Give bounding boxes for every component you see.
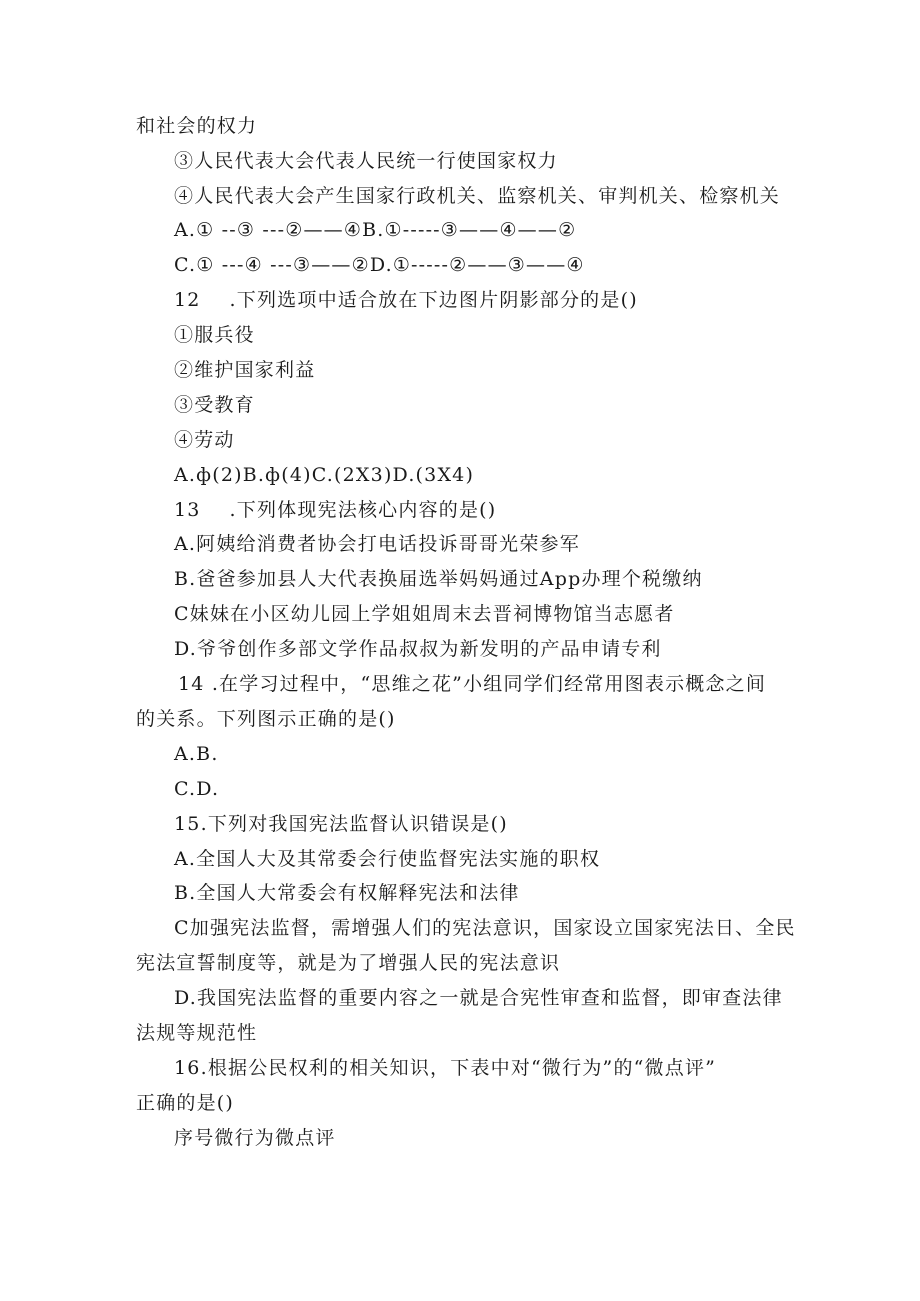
option-line: B.全国人大常委会有权解释宪法和法律 (174, 882, 520, 904)
option-line: ②维护国家利益 (174, 359, 316, 381)
option-line: ③受教育 (174, 394, 255, 416)
option-line: A.阿姨给消费者协会打电话投诉哥哥光荣参军 (174, 533, 580, 555)
answer-choices: C.D. (174, 778, 220, 800)
option-line: C加强宪法监督，需增强人们的宪法意识，国家设立国家宪法日、全民 (174, 917, 796, 939)
text-line: 正确的是() (136, 1092, 235, 1114)
option-line: D.爷爷创作多部文学作品叔叔为新发明的产品申请专利 (174, 638, 662, 660)
text-line: 的关系。下列图示正确的是() (136, 708, 396, 730)
option-line: D.我国宪法监督的重要内容之一就是合宪性审查和监督，即审查法律 (174, 987, 783, 1009)
option-line: ④人民代表大会产生国家行政机关、监察机关、审判机关、检察机关 (174, 185, 781, 207)
text-line: 法规等规范性 (136, 1022, 258, 1044)
option-line: ①服兵役 (174, 324, 255, 346)
option-line: ③人民代表大会代表人民统一行使国家权力 (174, 150, 558, 172)
answer-choices: A.ф(2)B.ф(4)C.(2X3)D.(3X4) (174, 464, 475, 486)
answer-choices: A.① --③ ---②——④B.①-----③——④——② (174, 219, 577, 241)
option-line: ④劳动 (174, 429, 235, 451)
table-header: 序号微行为微点评 (174, 1127, 336, 1149)
question-15: 15.下列对我国宪法监督认识错误是() (174, 813, 508, 835)
answer-choices: C.① ---④ ---③——②D.①-----②——③——④ (174, 254, 585, 276)
option-line: A.全国人大及其常委会行使监督宪法实施的职权 (174, 848, 601, 870)
option-line: B.爸爸参加县人大代表换届选举妈妈通过App办理个税缴纳 (174, 568, 703, 590)
question-14: 14 .在学习过程中，“思维之花”小组同学们经常用图表示概念之间 (178, 673, 767, 695)
question-16: 16.根据公民权利的相关知识，下表中对“微行为”的“微点评” (174, 1057, 717, 1079)
question-13: 13 .下列体现宪法核心内容的是() (174, 499, 497, 521)
answer-choices: A.B. (174, 743, 219, 765)
question-12: 12 .下列选项中适合放在下边图片阴影部分的是() (174, 289, 638, 311)
option-line: C妹妹在小区幼儿园上学姐姐周末去晋祠博物馆当志愿者 (174, 603, 675, 625)
text-line: 宪法宣誓制度等，就是为了增强人民的宪法意识 (136, 952, 561, 974)
text-line: 和社会的权力 (136, 115, 258, 137)
